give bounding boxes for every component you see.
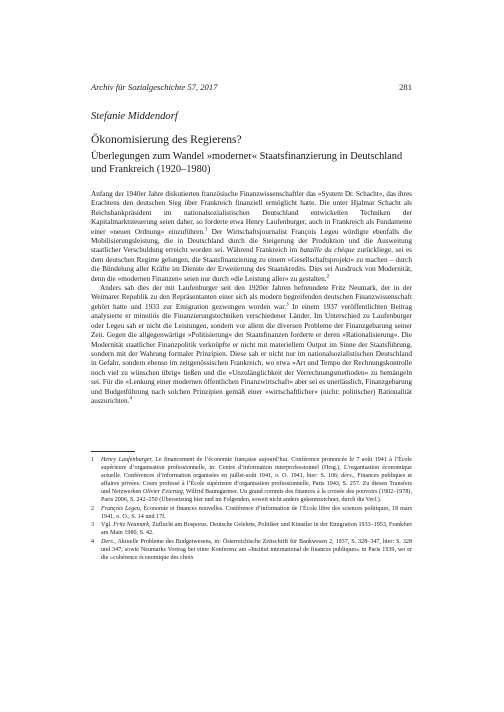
footnotes [91,456,412,562]
footnote: 3 Vgl. Fritz Neumark, Zuflucht am Bosporus. Deutsche Gelehrte, Politiker und Künstler in der Emigration 1933–1953, Frankfurt am Main 1980, S. 42. [91,522,412,536]
running-head [91,82,412,92]
article-body [91,190,412,406]
page-number: 281 [399,82,412,92]
footnote-ref[interactable]: 4 [129,396,132,402]
article-author: Stefanie Middendorf [91,111,178,122]
footnote-ref[interactable]: 3 [286,302,289,308]
body-paragraph: Anders sah dies der mit Laufenburger seit den 1920er Jahren befreundete Fritz Neumark, der in der Weimarer Republik zu den Repräsentanten einer sich als modern begreifenden deutschen Finanzwissenschaft gehört hatte und 1933 zur Emigration gezwungen worden war.$^3$ In einem 1937 veröffentlichten Beitrag analysierte er minutiös die Finanzierungstechniken verschiedener Länder. Im Unterschied zu Laufenburger oder Legeu sah er nicht die Leistungen, sondern vor allem die diversen Probleme der Finanzgebarung seiner Zeit. Gegen die allgegenwärtige »Politisierung« der Staatsfinanzen forderte er deren »Rationalisierung«. Die Modernität staatlicher Finanzpolitik verknüpfte er nicht mit materiellem Output im Sinne der Staatsführung, sondern mit der Wahrung formaler Prinzipien. Diese sah er nicht nur im nationalsozialistischen Deutschland in Gefahr, sondern ebenso im zeitgenössischen Frankreich, wo etwa »Art und Tempo der Rechnungskontrolle noch viel zu wünschen übrig« ließen und die »Unzulänglichkeit der Verrechnungsmethoden« zu bemängeln sei. Für die »Lenkung einer modernen öffentlichen Finanzwirtschaft« aber sei es unerlässlich, Finanzgebarung und Budgetführung nach solchen Prinzipien gemäß einer »wirtschaftlicher« (nicht: politischer) Rationalität auszurichten.$^4$ [91,284,412,405]
journal-title: Archiv für Sozialgeschichte 57, 2017 [91,82,218,92]
article-subtitle: Überlegungen zum Wandel »moderner« Staatsfinanzierung in Deutschland und Frankreich (1920–1980) [91,151,403,175]
footnote: 4 Ders., Aktuelle Probleme des Budgetwesens, in: Österreichische Zeitschrift für Bankwesen 2, 1937, S. 328–347, hier: S. 328 und 347; sowie Neumarks Vortrag bei einer Konferenz am »Institut international de finances publiques« in Paris 1939, wo er die »cohérence économique des choix [91,538,412,561]
footnote-ref[interactable]: 1 [204,227,208,233]
footnote-ref[interactable]: 2 [326,274,330,280]
footnote-divider [91,451,135,452]
footnote: 1 Henry Laufenburger, Le financement de l’économie française aujourd’hui. Conférence prononcée le 7 août 1941 à l’École supérieure d’organisation professionnelle, in: Centre d’information interprofessionnel (Hrsg.), L’organisation économique actuelle. Conférences d’information organisées en juillet-août 1941, o. O. 1941, hier: S. 106; ders., Finances publiques et affaires privées. Cours professé à l’École supérieure d’organisation professionnelle, Paris 1943, S. 257. Zu diesen Transfers und Netzwerken Olivier Feiertag, Wilfrid Baumgartner. Un grand commis des finances à la croisée des pouvoirs (1902–1978), Paris 2006, S. 242–250 (Übersetzung hier und im Folgenden, soweit nicht anders gekennzeichnet, durch die Verf.). [91,457,413,503]
footnote: 2 François Legeu, Économie et finances nouvelles. Conférence d’information de l’École libre des sciences politiques, 18 mars 1941, o. O., S. 14 und 17f. [91,505,412,520]
body-paragraph: Anfang der 1940er Jahre diskutierten französische Finanzwissenschaftler das »System Dr. Schacht«, das ihres Erachtens den deutschen Sieg über Frankreich finanziell ermöglicht hatte. Die unter Hjalmar Schacht als Reichsbankpräsident im nationalsozialistischen Deutschland entwickelten Techniken der Kapitalmarktsteuerung seien daher, so forderte etwa Henry Laufenburger, auch in Frankreich als Fundamente einer »neuen Ordnung« einzuführen.$^1$ Der Wirtschaftsjournalist François Legeu würdigte ebenfalls die Mobilisierungsleistung, die in Deutschland durch die Steigerung der Produktion und die Ausweitung staatlicher Verschuldung erreicht worden sei. Während Frankreich im bataille du chèque zurückliege, sei es dem deutschen Regime gelungen, die Staatsfinanzierung zu einem »Gesellschaftsprojekt« zu machen – durch die Bündelung aller Kräfte im Dienste der Erweiterung des Staatskredits. Dies sei Ausdruck von Modernität, denn die »modernen Finanzen« seien nur durch »die Leistung aller« zu gestalten.$^2$ [91,190,412,283]
article-title: Ökonomisierung des Regierens? [91,133,242,146]
